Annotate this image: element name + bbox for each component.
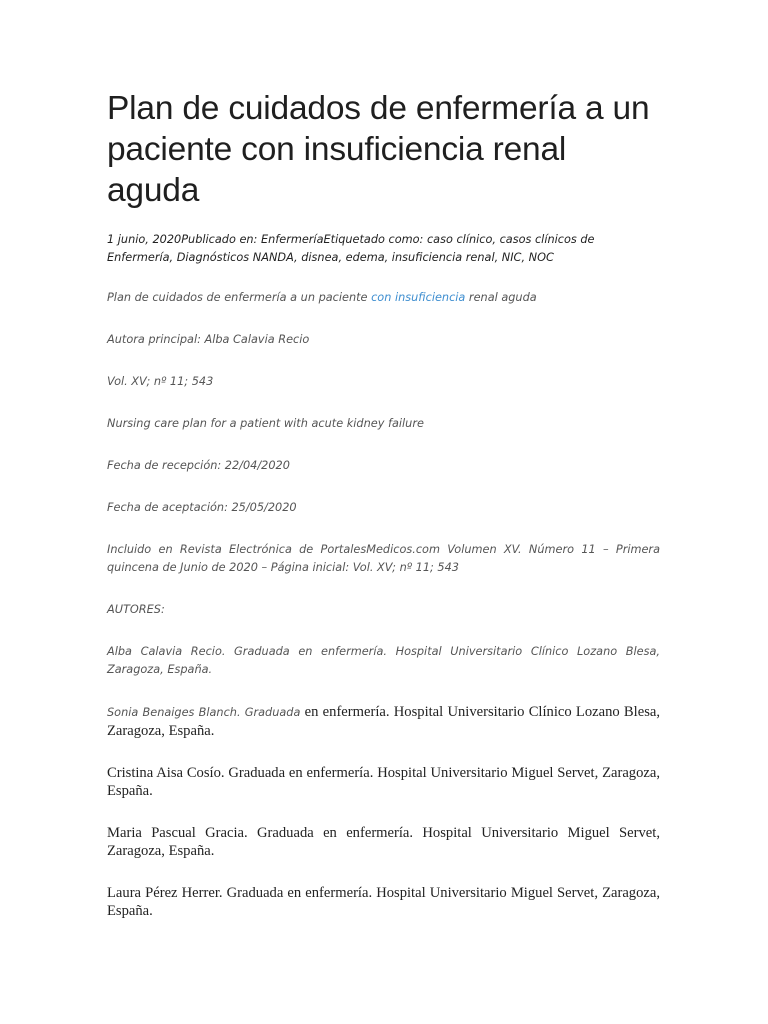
subtitle-link[interactable]: con insuficiencia [371,291,466,304]
author-entry-2 [107,703,660,740]
author-entry-5: Laura Pérez Herrer. Graduada en enfermería. Hospital Universitario Miguel Servet, Zaragoza, España. [107,885,660,919]
author-2-name: Sonia Benaiges Blanch. Graduada [107,706,301,719]
publish-date: 1 junio, 2020 [107,233,182,246]
english-title: Nursing care plan for a patient with acute kidney failure [107,417,424,430]
author-entry-4: Maria Pascual Gracia. Graduada en enfermería. Hospital Universitario Miguel Servet, Zaragoza, España. [107,825,660,859]
subtitle-post: renal aguda [465,291,537,304]
article-title: Plan de cuidados de enfermería a un paciente con insuficiencia renal aguda [107,90,650,209]
category-link[interactable]: Enfermería [260,233,324,246]
authors-heading: AUTORES: [107,603,165,616]
article [107,88,660,944]
author-entry-3: Cristina Aisa Cosío. Graduada en enfermería. Hospital Universitario Miguel Servet, Zaragoza, España. [107,765,660,799]
tags-list[interactable]: caso clínico, casos clínicos de Enfermería, Diagnósticos NANDA, disnea, edema, insuficiencia renal, NIC, NOC [107,233,595,264]
main-author: Autora principal: Alba Calavia Recio [107,333,310,346]
tagged-label: Etiquetado como: [323,233,427,246]
author-entry-1: Alba Calavia Recio. Graduada en enfermería. Hospital Universitario Clínico Lozano Blesa, Zaragoza, España. [107,645,660,676]
article-meta [107,231,660,267]
included-in: Incluido en Revista Electrónica de PortalesMedicos.com Volumen XV. Número 11 – Primera quincena de Junio de 2020 – Página inicial: Vol. XV; nº 11; 543 [107,543,660,574]
article-subtitle [107,289,660,307]
reception-date: Fecha de recepción: 22/04/2020 [107,459,290,472]
subtitle-pre: Plan de cuidados de enfermería a un paciente [107,291,372,304]
author-2-affiliation: en enfermería. Hospital Universitario Clínico Lozano Blesa, Zaragoza, España. [107,704,660,739]
published-label: Publicado en: [181,233,261,246]
acceptance-date: Fecha de aceptación: 25/05/2020 [107,501,297,514]
volume-info: Vol. XV; nº 11; 543 [107,375,214,388]
